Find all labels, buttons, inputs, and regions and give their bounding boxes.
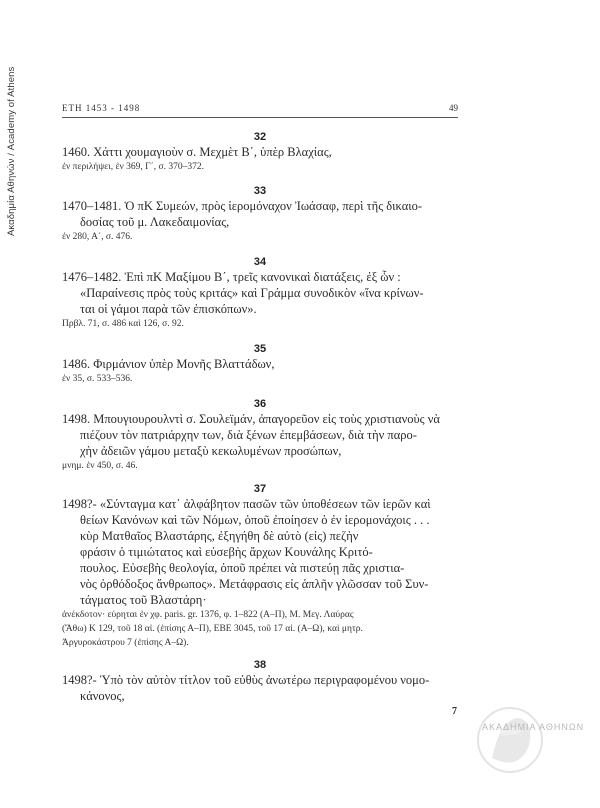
entry-35	[62, 342, 458, 386]
entry-line: δοσίας τοῦ μ. Λακεδαιμονίας,	[80, 215, 230, 229]
header-rule	[62, 117, 458, 118]
entry-32	[62, 130, 458, 174]
entry-37	[62, 482, 458, 650]
entry-line: 1498?- «Σύνταγμα κατ᾿ ἀλφάβητον πασῶν τῶν ὑποθέσεων τῶν ἱερῶν καὶ	[62, 497, 431, 511]
entry-38	[62, 658, 458, 704]
entry-line: τάγματος τοῦ Βλαστάρη·	[80, 593, 207, 607]
entry-text	[62, 269, 458, 317]
page-number: 49	[449, 103, 458, 113]
entry-line: ται οἱ γάμοι παρὰ τῶν ἐπισκόπων».	[80, 302, 257, 316]
seal-caption: ΑΚΑΔΗΜΙΑ ΑΘΗΝΩΝ	[482, 722, 585, 732]
entry-reference-line: Ἀργυροκάστρου 7 (ἐπίσης Α–Ω).	[62, 638, 189, 648]
entry-line: 1498?- Ὑπὸ τὸν αὐτὸν τίτλον τοῦ εὐθὺς ἀνωτέρω περιγραφομένου νομο-	[62, 673, 430, 687]
entry-line: φράσιν ὁ τιμιώτατος καὶ εὐσεβὴς ἄρχων Κουνάλης Κριτό-	[80, 545, 373, 559]
entry-number: 38	[253, 659, 267, 671]
entry-line: χὴν ἀδειῶν γάμου μεταξὺ κεκωλυμένων προσώπων,	[80, 444, 342, 458]
entry-reference: ἐν 280, Α΄, σ. 476.	[62, 232, 133, 242]
entry-text	[62, 198, 458, 230]
entry-text	[62, 411, 458, 459]
entry-number: 37	[253, 483, 267, 495]
entry-line: θείων Κανόνων καὶ τῶν Νόμων, ὁποῦ ἐποίησεν ὁ ἐν ἱερομονάχοις . . .	[80, 513, 430, 527]
entry-34	[62, 255, 458, 331]
entry-text	[62, 144, 458, 160]
entry-text	[62, 496, 458, 608]
entry-reference: Πρβλ. 71, σ. 486 καὶ 126, σ. 92.	[62, 319, 184, 329]
entry-text	[62, 356, 458, 372]
running-header	[62, 103, 458, 113]
entry-reference: ἐν περιλήψει, ἐν 369, Γ΄, σ. 370–372.	[62, 162, 205, 172]
entry-line: 1470–1481. Ὁ πΚ Συμεών, πρὸς ἱερομόναχον Ἰωάσαφ, περὶ τῆς δικαιο-	[62, 199, 423, 213]
entry-reference-line: ἀνέκδοτον· εὑρηται ἐν χφ. paris. gr. 1376, φ. 1–822 (Α–Π), Μ. Μεγ. Λαύρας	[62, 610, 354, 620]
entry-number: 36	[253, 398, 267, 410]
entry-line: 1460. Χάττι χουμαγιοὺν σ. Μεχμὲτ Β΄, ὑπὲρ Βλαχίας,	[62, 145, 332, 159]
signature-mark: 7	[452, 706, 457, 717]
entry-line: 1476–1482. Ἐπὶ πΚ Μαξίμου Β΄, τρεῖς κανονικαὶ διατάξεις, ἐξ ὧν :	[62, 270, 401, 284]
academy-seal-icon	[470, 700, 580, 800]
entry-number: 35	[253, 343, 267, 355]
entry-36	[62, 397, 458, 473]
entry-number: 34	[253, 256, 267, 268]
entry-line: 1486. Φιρμάνιον ὑπὲρ Μονῆς Βλαττάδων,	[62, 357, 275, 371]
entry-line: νὸς ὀρθόδοξος ἄνθρωπος». Μετάφρασις εἰς ἁπλῆν γλῶσσαν τοῦ Συν-	[80, 577, 429, 591]
entry-33	[62, 184, 458, 244]
entry-line: κάνονος,	[80, 689, 125, 703]
entry-line: πουλος. Εὐσεβὴς θεολογία, ὁποῦ πρέπει νὰ πιστεύῃ πᾶς χριστια-	[80, 561, 405, 575]
entry-line: «Παραίνεσις πρὸς τοὺς κριτάς» καὶ Γράμμα συνοδικὸν «ἵνα κρίνων-	[80, 286, 424, 300]
entry-line: 1498. Μπουγιουρουλντὶ σ. Σουλεϊμάν, ἀπαγορεῦον εἰς τοὺς χριστιανοὺς νὰ	[62, 412, 440, 426]
archive-stamp: Ακαδημία Αθηνών / Academy of Athens	[6, 66, 17, 236]
entry-line: κὺρ Ματθαῖος Βλαστάρης, ἐξηγήθη δὲ αὐτὸ (εἰς) πεζὴν	[80, 529, 359, 543]
entry-reference-line: (Ἄθω) Κ 129, τοῦ 18 αἰ. (ἐπίσης Α–Π), ΕΒΕ 3045, τοῦ 17 αἰ. (Α–Ω), καὶ μητρ.	[62, 624, 363, 634]
entry-reference: μνημ. ἐν 450, σ. 46.	[62, 461, 138, 471]
entry-number: 33	[253, 185, 267, 197]
running-title: ΕΤΗ 1453 - 1498	[62, 103, 141, 113]
entry-reference: ἐν 35, σ. 533–536.	[62, 374, 133, 384]
entry-line: πιέζουν τὸν πατριάρχην των, διὰ ξένων ἐπεμβάσεων, διὰ τὴν παρο-	[80, 428, 417, 442]
entry-text	[62, 672, 458, 704]
entry-number: 32	[253, 131, 267, 143]
